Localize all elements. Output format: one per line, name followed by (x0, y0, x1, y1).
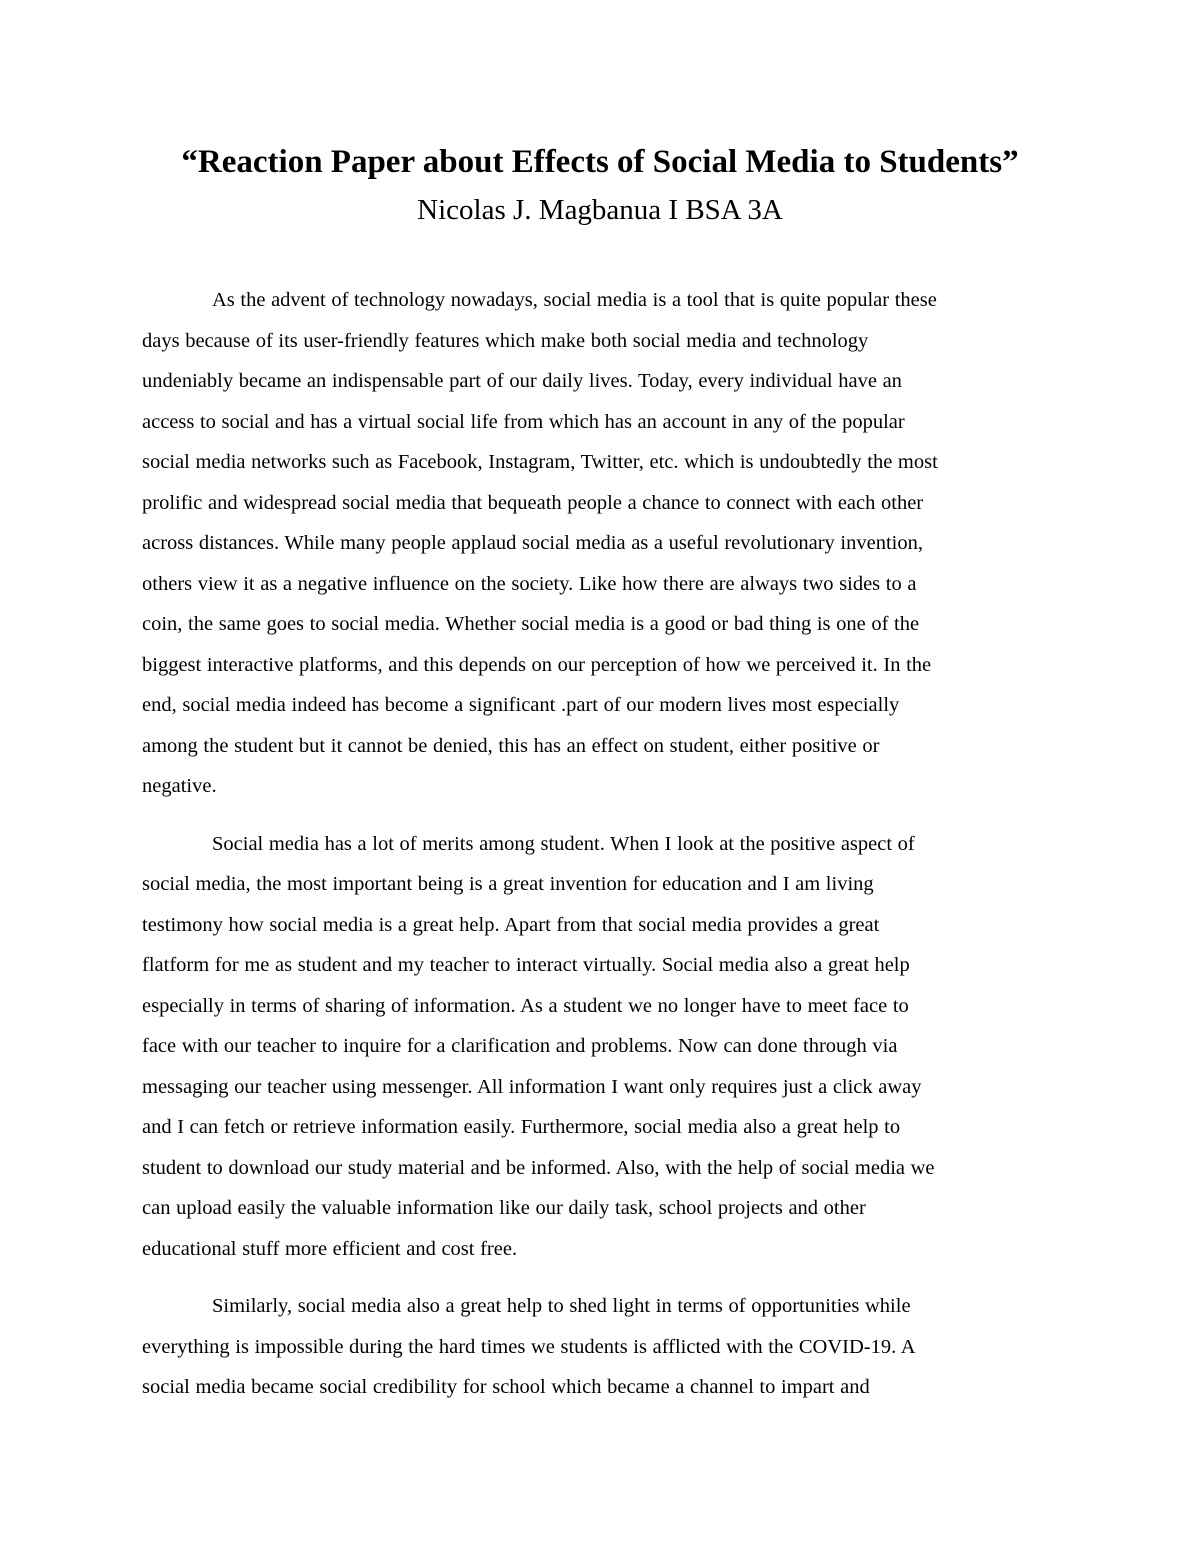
text-line: social media became social credibility for school which became a channel to impart and (142, 1376, 870, 1398)
text-line: across distances. While many people applaud social media as a useful revolutionary invention, (142, 532, 923, 554)
text-line: student to download our study material and be informed. Also, with the help of social media we (142, 1156, 935, 1179)
text-line: face with our teacher to inquire for a clarification and problems. Now can done through via (142, 1035, 898, 1057)
text-line: As the advent of technology nowadays, social media is a tool that is quite popular these (212, 289, 937, 311)
text-line: Social media has a lot of merits among student. When I look at the positive aspect of (212, 832, 915, 855)
paragraph-1 (142, 280, 1062, 807)
text-line: testimony how social media is a great help. Apart from that social media provides a great (142, 913, 880, 936)
text-line: especially in terms of sharing of information. As a student we no longer have to meet face to (142, 994, 909, 1017)
text-line: end, social media indeed has become a significant .part of our modern lives most especially (142, 694, 900, 716)
text-line: prolific and widespread social media that bequeath people a chance to connect with each other (142, 491, 924, 514)
document-title: “Reaction Paper about Effects of Social Media to Students” (181, 144, 1019, 180)
text-line: days because of its user-friendly features which make both social media and technology (142, 329, 869, 352)
text-line: access to social and has a virtual social life from which has an account in any of the popular (142, 410, 905, 433)
text-line: negative. (142, 775, 217, 797)
text-line: social media, the most important being is a great invention for education and I am living (142, 873, 874, 895)
paragraph-3 (142, 1286, 1062, 1408)
text-line: can upload easily the valuable information like our daily task, school projects and other (142, 1197, 866, 1219)
text-line: flatform for me as student and my teacher to interact virtually. Social media also a great help (142, 954, 910, 976)
author-line: Nicolas J. Magbanua I BSA 3A (417, 194, 783, 226)
document-body (142, 280, 1062, 1425)
text-line: among the student but it cannot be denied, this has an effect on student, either positive or (142, 734, 880, 757)
text-line: messaging our teacher using messenger. All information I want only requires just a click away (142, 1075, 922, 1098)
paragraph-2 (142, 824, 1062, 1270)
text-line: educational stuff more efficient and cost free. (142, 1237, 518, 1260)
text-line: Similarly, social media also a great help to shed light in terms of opportunities while (212, 1295, 911, 1317)
text-line: undeniably became an indispensable part of our daily lives. Today, every individual have an (142, 370, 902, 392)
text-line: others view it as a negative influence on the society. Like how there are always two sides to a (142, 572, 917, 595)
text-line: everything is impossible during the hard times we students is afflicted with the COVID-19. A (142, 1335, 916, 1358)
text-line: biggest interactive platforms, and this depends on our perception of how we perceived it. In the (142, 653, 932, 676)
text-line: social media networks such as Facebook, Instagram, Twitter, etc. which is undoubtedly the most (142, 451, 938, 473)
text-line: and I can fetch or retrieve information easily. Furthermore, social media also a great help to (142, 1116, 901, 1138)
text-line: coin, the same goes to social media. Whether social media is a good or bad thing is one of the (142, 613, 920, 635)
